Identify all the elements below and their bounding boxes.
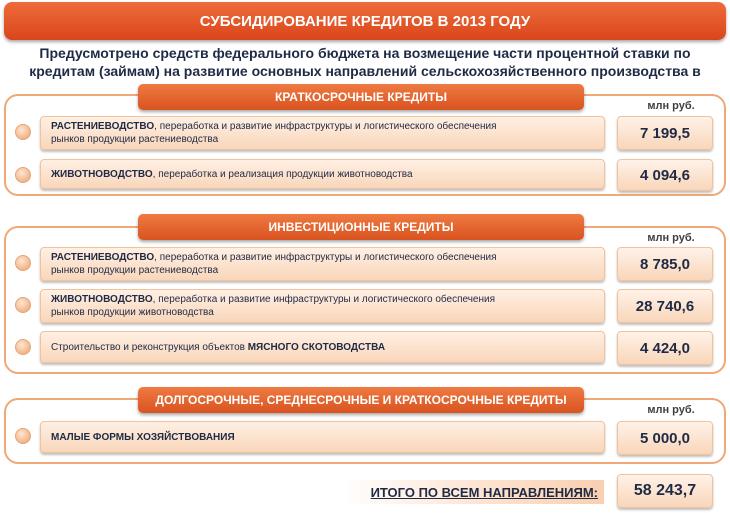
intro-text <box>4 44 726 80</box>
intro-line-1: Предусмотрено средств федерального бюджета на возмещение части процентной ставки по <box>39 45 691 61</box>
bullet-icon <box>15 297 31 313</box>
value-livestock-short: 4 094,6 <box>617 159 713 191</box>
section-header-short-term: КРАТКОСРОЧНЫЕ КРЕДИТЫ <box>138 84 584 110</box>
unit-label: млн руб. <box>647 100 695 112</box>
bullet-icon <box>15 167 31 183</box>
bullet-icon <box>15 124 31 140</box>
value-beef-cattle: 4 424,0 <box>617 331 713 365</box>
unit-label: млн руб. <box>647 404 695 416</box>
section-header-all-terms: ДОЛГОСРОЧНЫЕ, СРЕДНЕСРОЧНЫЕ И КРАТКОСРОЧНЫЕ КРЕДИТЫ <box>138 387 584 413</box>
bullet-icon <box>15 428 31 444</box>
bullet-icon <box>15 255 31 271</box>
total-value: 58 243,7 <box>617 474 713 508</box>
intro-line-2: кредитам (займам) на развитие основных направлений сельскохозяйственного производства в <box>29 63 701 79</box>
row-livestock-investment: ЖИВОТНОВОДСТВО, переработка и развитие инфраструктуры и логистического обеспечения рынков продукции животноводства <box>40 289 605 323</box>
value-livestock-investment: 28 740,6 <box>617 289 713 323</box>
section-header-investment: ИНВЕСТИЦИОННЫЕ КРЕДИТЫ <box>138 214 584 240</box>
value-crop-short: 7 199,5 <box>617 116 713 150</box>
row-crop-short: РАСТЕНИЕВОДСТВО, переработка и развитие инфраструктуры и логистического обеспечения рынков продукции растениеводства <box>40 116 605 150</box>
page-title-text: СУБСИДИРОВАНИЕ КРЕДИТОВ В 2013 ГОДУ <box>199 12 531 30</box>
unit-label: млн руб. <box>647 232 695 244</box>
page-title <box>4 2 726 40</box>
value-small-forms: 5 000,0 <box>617 421 713 455</box>
row-beef-cattle: Строительство и реконструкция объектов МЯСНОГО СКОТОВОДСТВА <box>40 331 605 363</box>
row-crop-investment: РАСТЕНИЕВОДСТВО, переработка и развитие инфраструктуры и логистического обеспечения рынков продукции растениеводства <box>40 247 605 281</box>
row-small-forms: МАЛЫЕ ФОРМЫ ХОЗЯЙСТВОВАНИЯ <box>40 421 605 453</box>
value-crop-investment: 8 785,0 <box>617 247 713 281</box>
total-label: ИТОГО ПО ВСЕМ НАПРАВЛЕНИЯМ: <box>340 480 604 504</box>
bullet-icon <box>15 339 31 355</box>
row-livestock-short: ЖИВОТНОВОДСТВО, переработка и реализация продукции животноводства <box>40 159 605 189</box>
